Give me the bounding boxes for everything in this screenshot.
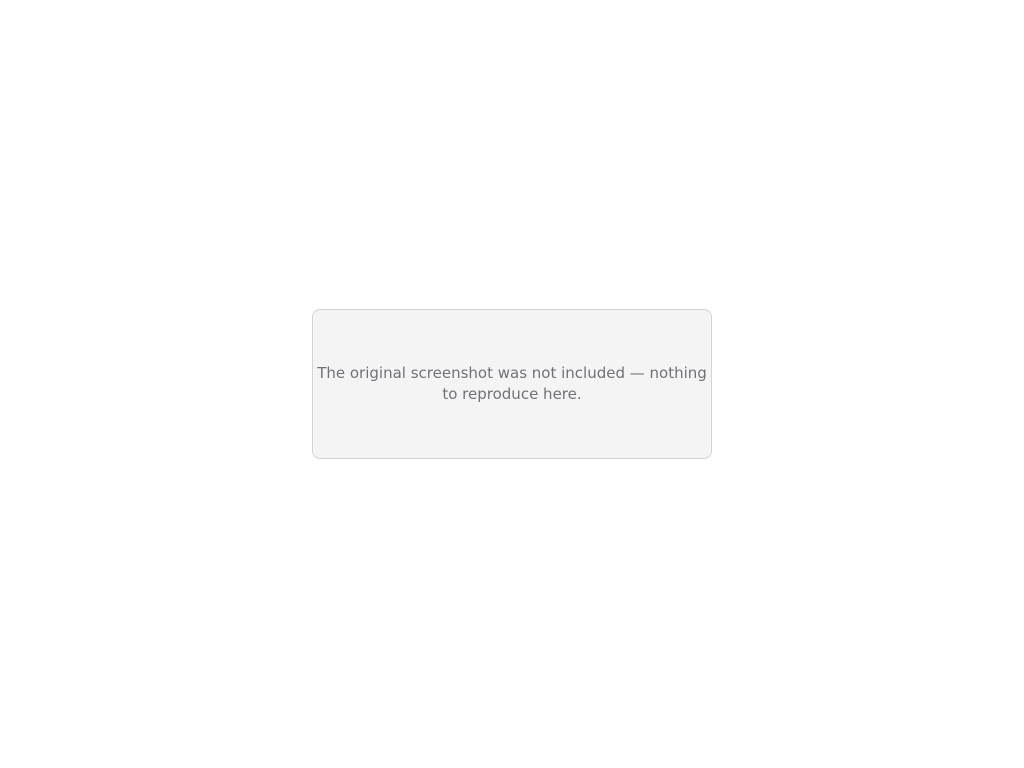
placeholder-panel	[312, 309, 712, 459]
placeholder-message: The original screenshot was not included — nothing to reproduce here.	[317, 364, 707, 403]
